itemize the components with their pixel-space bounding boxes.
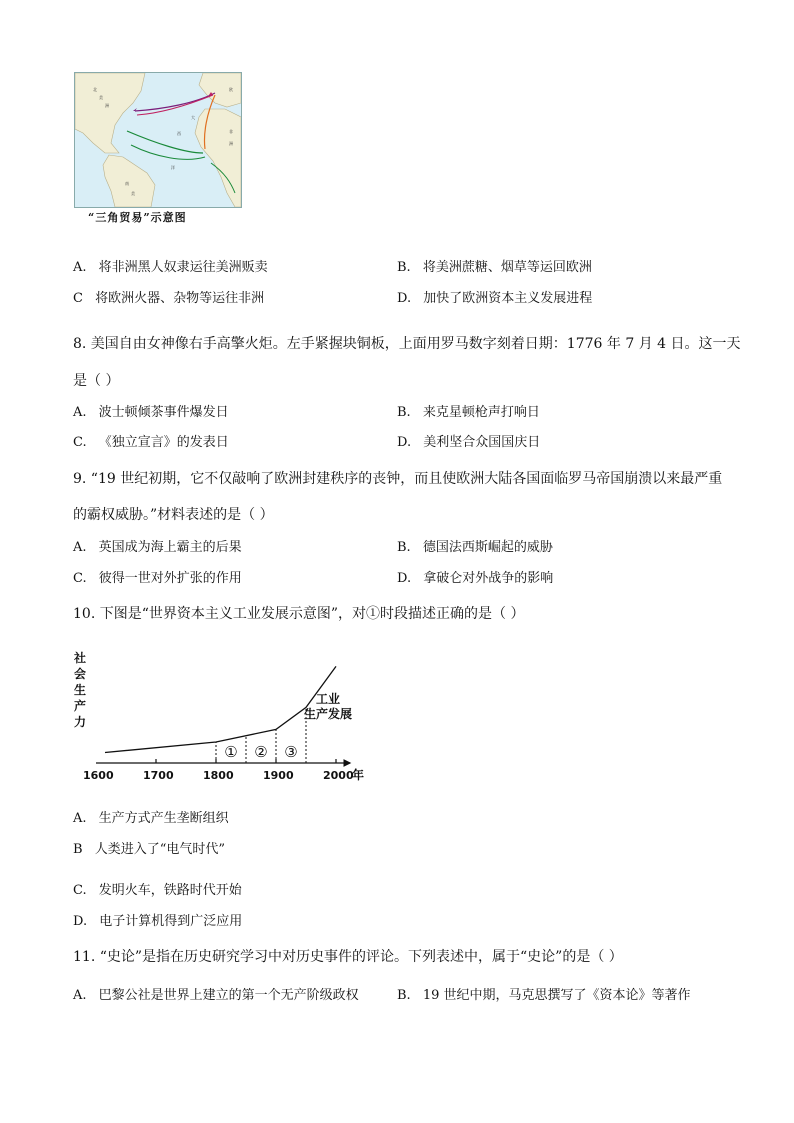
option-letter: B. bbox=[397, 540, 411, 555]
q9-option-b bbox=[397, 536, 553, 555]
q10-option-a bbox=[73, 807, 229, 826]
period-label: ③ bbox=[284, 743, 298, 761]
option-letter: A. bbox=[73, 260, 87, 275]
y-axis-label bbox=[73, 650, 86, 729]
q7-option-a bbox=[73, 256, 268, 275]
q9-option-d bbox=[397, 567, 553, 586]
option-letter: B. bbox=[397, 988, 411, 1003]
y-label-char: 力 bbox=[74, 715, 87, 729]
option-text: 波士顿倾茶事件爆发日 bbox=[98, 405, 229, 420]
map-illustration bbox=[75, 73, 241, 207]
option-text: 《独立宣言》的发表日 bbox=[98, 435, 229, 450]
svg-text:大: 大 bbox=[191, 115, 195, 120]
option-text: 英国成为海上霸主的后果 bbox=[98, 540, 242, 555]
series-line bbox=[105, 666, 336, 752]
x-tick-label: 1600 bbox=[83, 769, 114, 782]
option-letter: C. bbox=[73, 435, 87, 450]
option-text: 将非洲黑人奴隶运往美洲贩卖 bbox=[98, 260, 268, 275]
q9-option-a bbox=[73, 536, 242, 555]
q8-option-d bbox=[397, 431, 540, 450]
option-text: 发明火车，铁路时代开始 bbox=[98, 883, 242, 898]
option-letter: A. bbox=[73, 540, 87, 555]
q10-option-b bbox=[73, 838, 225, 857]
chart-svg bbox=[70, 648, 370, 788]
triangle-trade-map bbox=[74, 72, 242, 208]
q9-stem-line2: 的霸权威胁。”材料表述的是（ ） bbox=[73, 507, 274, 523]
y-label-char: 产 bbox=[74, 699, 87, 713]
x-tick-label: 1800 bbox=[203, 769, 234, 782]
option-text: 巴黎公社是世界上建立的第一个无产阶级政权 bbox=[98, 988, 359, 1003]
svg-text:洲: 洲 bbox=[229, 141, 233, 146]
svg-text:非: 非 bbox=[229, 129, 233, 134]
x-axis-label: 年 bbox=[352, 768, 365, 782]
series-label-line: 生产发展 bbox=[303, 707, 353, 721]
option-text: 美利坚合众国国庆日 bbox=[423, 435, 541, 450]
q10-option-c bbox=[73, 879, 242, 898]
option-letter: C. bbox=[73, 571, 87, 586]
q7-option-c bbox=[73, 287, 264, 306]
option-letter: A. bbox=[73, 988, 87, 1003]
option-text: 生产方式产生垄断组织 bbox=[98, 811, 229, 826]
q8-stem-line2: 是（ ） bbox=[73, 373, 120, 389]
x-tick-label: 1900 bbox=[263, 769, 294, 782]
series-label-line: 工业 bbox=[315, 692, 341, 706]
q9-stem-line1: 9. “19 世纪初期，它不仅敲响了欧洲封建秩序的丧钟，而且使欧洲大陆各国面临罗马帝国崩溃以来最严重 bbox=[73, 471, 723, 487]
option-letter: C. bbox=[73, 883, 87, 898]
svg-text:洋: 洋 bbox=[171, 165, 175, 170]
option-letter: B bbox=[73, 842, 83, 857]
svg-text:洲: 洲 bbox=[105, 103, 109, 108]
option-text: 彼得一世对外扩张的作用 bbox=[98, 571, 242, 586]
q10-stem: 10. 下图是“世界资本主义工业发展示意图”，对①时段描述正确的是（ ） bbox=[73, 606, 525, 622]
period-label: ① bbox=[224, 743, 238, 761]
option-text: 人类进入了“电气时代” bbox=[94, 842, 225, 857]
svg-text:美: 美 bbox=[131, 191, 135, 196]
y-label-char: 会 bbox=[74, 667, 87, 681]
industrial-development-chart bbox=[70, 648, 370, 788]
svg-text:西: 西 bbox=[177, 131, 181, 136]
option-text: 将欧洲火器、杂物等运往非洲 bbox=[95, 291, 265, 306]
option-text: 拿破仑对外战争的影响 bbox=[423, 571, 554, 586]
q7-option-b bbox=[397, 256, 592, 275]
q11-option-a bbox=[73, 984, 359, 1003]
series-label bbox=[304, 692, 352, 721]
map-caption: “三角贸易”示意图 bbox=[88, 211, 187, 224]
q8-stem-line1: 8. 美国自由女神像右手高擎火炬。左手紧握块铜板，上面用罗马数字刻着日期：1776 年 7 月 4 日。这一天 bbox=[73, 336, 741, 352]
option-letter: D. bbox=[73, 914, 88, 929]
y-label-char: 社 bbox=[74, 651, 87, 665]
svg-text:南: 南 bbox=[125, 181, 129, 186]
option-text: 19 世纪中期，马克思撰写了《资本论》等著作 bbox=[422, 988, 691, 1003]
x-tick-label: 1700 bbox=[143, 769, 174, 782]
q8-option-a bbox=[73, 401, 229, 420]
q8-option-b bbox=[397, 401, 540, 420]
q11-stem: 11. “史论”是指在历史研究学习中对历史事件的评论。下列表述中，属于“史论”的是（ ） bbox=[73, 949, 623, 965]
q8-option-c bbox=[73, 431, 229, 450]
option-letter: B. bbox=[397, 405, 411, 420]
option-text: 将美洲蔗糖、烟草等运回欧洲 bbox=[422, 260, 592, 275]
q10-option-d bbox=[73, 910, 242, 929]
option-letter: D. bbox=[397, 571, 412, 586]
option-letter: A. bbox=[73, 811, 87, 826]
option-letter: A. bbox=[73, 405, 87, 420]
svg-text:美: 美 bbox=[99, 95, 103, 100]
option-text: 德国法西斯崛起的威胁 bbox=[422, 540, 553, 555]
period-label: ② bbox=[254, 743, 268, 761]
option-letter: C bbox=[73, 291, 83, 306]
q11-option-b bbox=[397, 984, 691, 1003]
q9-option-c bbox=[73, 567, 242, 586]
option-letter: D. bbox=[397, 291, 412, 306]
q7-option-d bbox=[397, 287, 592, 306]
svg-text:北: 北 bbox=[93, 87, 97, 92]
option-letter: B. bbox=[397, 260, 411, 275]
option-letter: D. bbox=[397, 435, 412, 450]
x-tick-label: 2000 bbox=[323, 769, 354, 782]
option-text: 来克星顿枪声打响日 bbox=[422, 405, 540, 420]
option-text: 加快了欧洲资本主义发展进程 bbox=[423, 291, 593, 306]
svg-text:欧: 欧 bbox=[229, 87, 233, 92]
option-text: 电子计算机得到广泛应用 bbox=[99, 914, 243, 929]
y-label-char: 生 bbox=[74, 683, 87, 697]
